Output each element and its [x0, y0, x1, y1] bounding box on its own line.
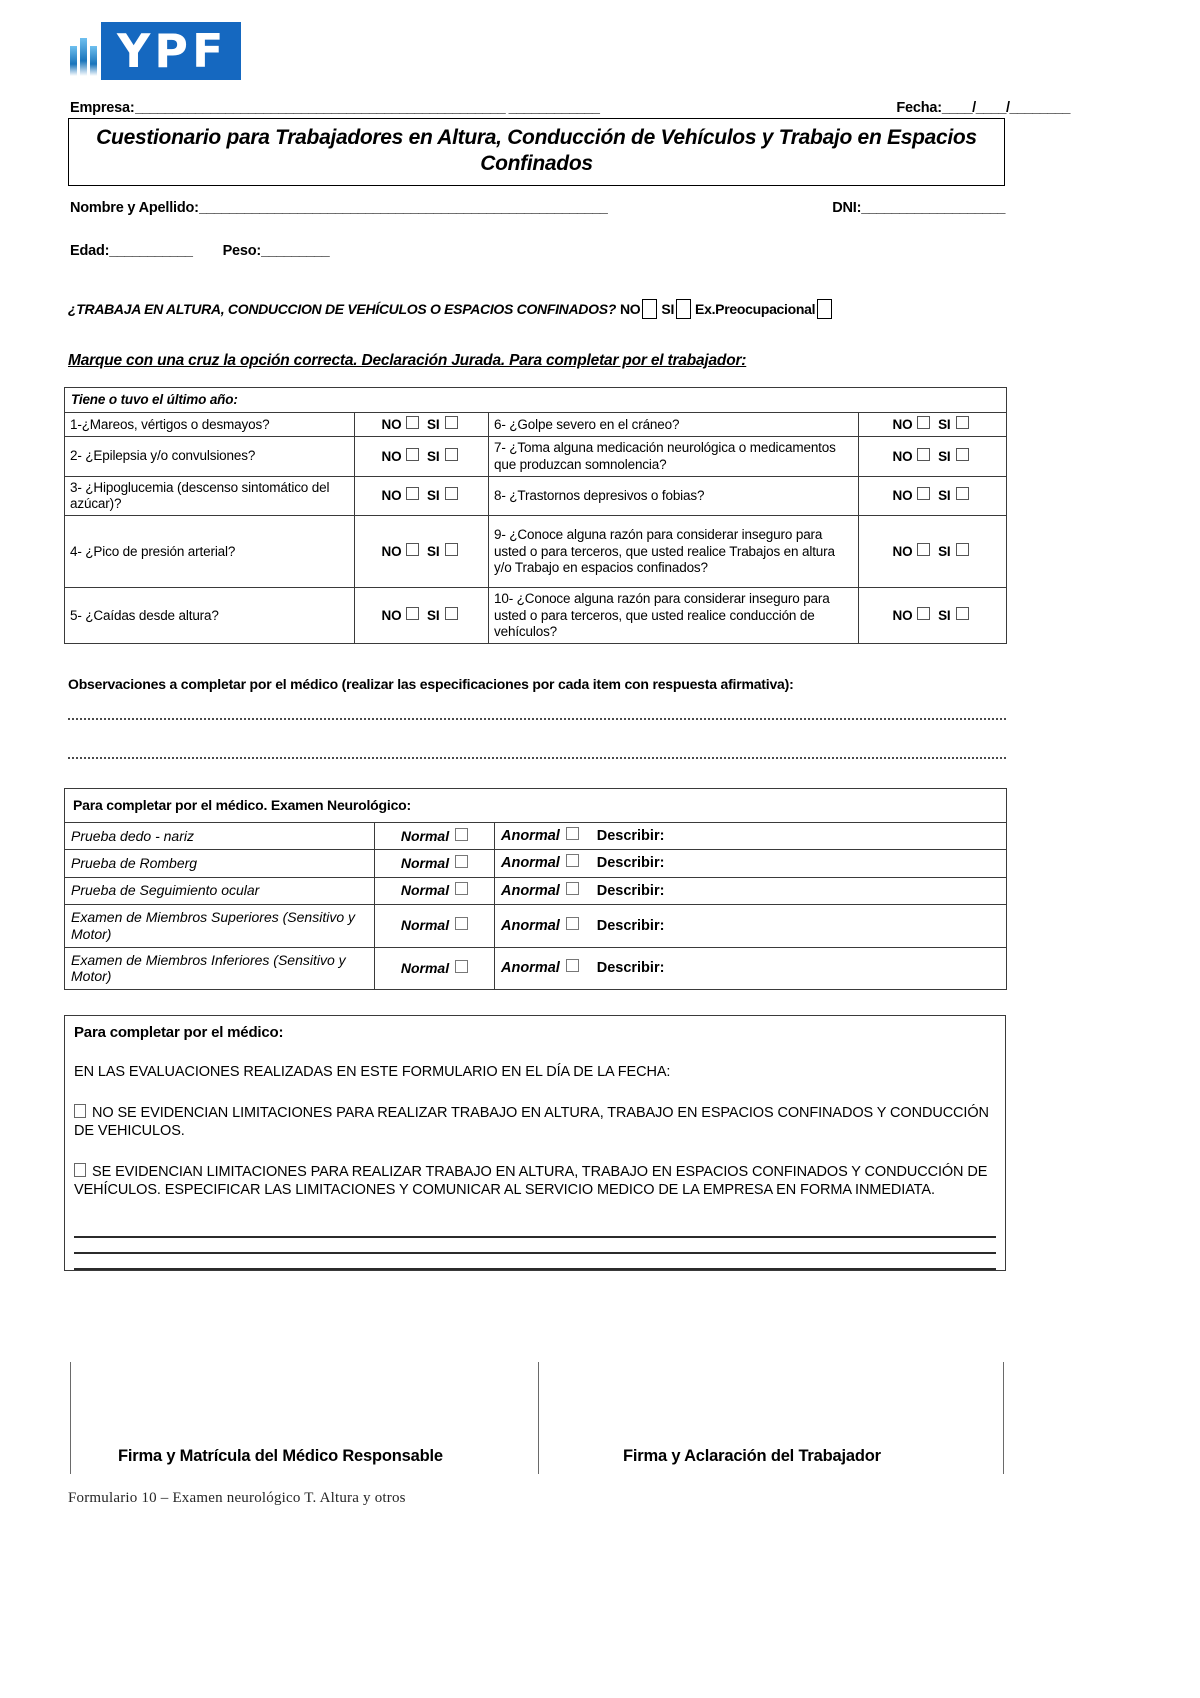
instruction-text: Marque con una cruz la opción correcta. Declaración Jurada. Para completar por el trabajador: — [68, 352, 747, 369]
answer-cell-2 — [355, 437, 489, 476]
neuro-anormal-cell-5 — [495, 947, 1007, 990]
si-checkbox[interactable] — [445, 448, 458, 461]
normal-label: Normal — [400, 827, 450, 844]
no-label: NO — [381, 544, 402, 560]
answer-cell-8 — [859, 476, 1007, 515]
question-5: 5- ¿Caídas desde altura? — [65, 588, 355, 644]
neuro-test-4: Examen de Miembros Superiores (Sensitivo y Motor) — [65, 904, 375, 947]
dni-input-line[interactable]: ___________________ — [861, 200, 1005, 216]
anormal-checkbox[interactable] — [566, 917, 579, 930]
normal-checkbox[interactable] — [455, 855, 468, 868]
signature-label-medico: Firma y Matrícula del Médico Responsable — [118, 1447, 443, 1465]
no-label: NO — [381, 608, 402, 624]
neuro-test-3: Prueba de Seguimiento ocular — [65, 877, 375, 904]
signature-label-trabajador: Firma y Aclaración del Trabajador — [623, 1447, 881, 1465]
no-checkbox[interactable] — [917, 448, 930, 461]
no-checkbox[interactable] — [917, 416, 930, 429]
medico-option-1-row — [74, 1104, 996, 1141]
trabaja-si-checkbox[interactable] — [676, 299, 691, 319]
observaciones-line-1[interactable] — [68, 718, 1006, 720]
describir-label: Describir: — [596, 882, 665, 899]
logo-bars-icon — [70, 22, 97, 80]
question-1: 1-¿Mareos, vértigos o desmayos? — [65, 413, 355, 437]
trabaja-no-checkbox[interactable] — [642, 299, 657, 319]
questionnaire-table — [64, 387, 1007, 644]
edad-peso-row — [70, 243, 329, 259]
anormal-checkbox[interactable] — [566, 959, 579, 972]
no-label: NO — [892, 608, 913, 624]
si-label: SI — [938, 608, 951, 624]
neuro-normal-5 — [375, 947, 495, 990]
observaciones-line-2[interactable] — [68, 757, 1006, 759]
si-checkbox[interactable] — [956, 416, 969, 429]
no-label: NO — [892, 544, 913, 560]
neuro-normal-2 — [375, 850, 495, 877]
neuro-header-row — [65, 789, 1007, 823]
describir-label: Describir: — [596, 827, 665, 844]
si-checkbox[interactable] — [956, 448, 969, 461]
neuro-normal-4 — [375, 904, 495, 947]
si-checkbox[interactable] — [445, 543, 458, 556]
medico-write-lines — [74, 1222, 996, 1270]
nombre-row — [70, 200, 1005, 216]
medico-option-1-checkbox[interactable] — [74, 1104, 86, 1118]
si-label: SI — [427, 417, 440, 433]
question-6: 6- ¿Golpe severo en el cráneo? — [489, 413, 859, 437]
normal-checkbox[interactable] — [455, 960, 468, 973]
table-row — [65, 437, 1007, 476]
trabaja-si-label: SI — [661, 301, 675, 317]
medico-write-line-2[interactable] — [74, 1238, 996, 1254]
answer-cell-7 — [859, 437, 1007, 476]
anormal-label: Anormal — [501, 855, 560, 872]
questionnaire-header: Tiene o tuvo el último año: — [65, 388, 1007, 413]
peso-input-line[interactable]: _________ — [261, 243, 330, 259]
fecha-label: Fecha: — [896, 100, 942, 116]
normal-label: Normal — [400, 854, 450, 871]
si-label: SI — [427, 488, 440, 504]
no-label: NO — [892, 417, 913, 433]
normal-checkbox[interactable] — [455, 882, 468, 895]
medico-option-2-row — [74, 1163, 996, 1200]
questionnaire-header-row — [65, 388, 1007, 413]
table-row — [65, 413, 1007, 437]
neuro-anormal-cell-1 — [495, 822, 1007, 849]
medico-section — [64, 1015, 1006, 1271]
edad-input-line[interactable]: ___________ — [109, 243, 193, 259]
si-label: SI — [427, 544, 440, 560]
signature-divider-right — [1003, 1362, 1004, 1474]
neuro-normal-1 — [375, 822, 495, 849]
si-checkbox[interactable] — [956, 543, 969, 556]
question-3: 3- ¿Hipoglucemia (descenso sintomático del azúcar)? — [65, 476, 355, 515]
neuro-test-2: Prueba de Romberg — [65, 850, 375, 877]
table-row — [65, 850, 1007, 877]
medico-write-line-3[interactable] — [74, 1254, 996, 1270]
no-checkbox[interactable] — [406, 543, 419, 556]
si-label: SI — [938, 488, 951, 504]
nombre-label: Nombre y Apellido: — [70, 200, 199, 216]
empresa-row — [70, 100, 1070, 116]
medico-option-1-text: NO SE EVIDENCIAN LIMITACIONES PARA REALIZAR TRABAJO EN ALTURA, TRABAJO EN ESPACIOS CONFINADOS Y CONDUCCIÓN DE VEHICULOS. — [74, 1104, 989, 1140]
ypf-logo — [70, 22, 241, 80]
empresa-label: Empresa: — [70, 100, 135, 116]
no-checkbox[interactable] — [917, 487, 930, 500]
medico-option-2-text: SE EVIDENCIAN LIMITACIONES PARA REALIZAR TRABAJO EN ALTURA, TRABAJO EN ESPACIOS CONFINADOS Y CONDUCCIÓN DE VEHÍCULOS. ESPECIFICAR LAS LIMITACIONES Y COMUNICAR AL SERVICIO MEDICO DE LA EMPRESA EN FORMA INMEDIATA. — [74, 1163, 988, 1199]
no-checkbox[interactable] — [406, 416, 419, 429]
table-row — [65, 476, 1007, 515]
signature-area — [70, 1362, 1004, 1474]
si-checkbox[interactable] — [956, 607, 969, 620]
neuro-normal-3 — [375, 877, 495, 904]
si-label: SI — [938, 417, 951, 433]
neuro-test-5: Examen de Miembros Inferiores (Sensitivo y Motor) — [65, 947, 375, 990]
no-checkbox[interactable] — [917, 607, 930, 620]
medico-option-2-checkbox[interactable] — [74, 1163, 86, 1177]
no-label: NO — [892, 448, 913, 464]
question-4: 4- ¿Pico de presión arterial? — [65, 516, 355, 588]
neuro-test-1: Prueba dedo - nariz — [65, 822, 375, 849]
signature-divider-middle — [538, 1362, 539, 1474]
answer-cell-6 — [859, 413, 1007, 437]
normal-checkbox[interactable] — [455, 917, 468, 930]
answer-cell-3 — [355, 476, 489, 515]
describir-label: Describir: — [596, 917, 665, 934]
table-row — [65, 588, 1007, 644]
anormal-label: Anormal — [501, 882, 560, 899]
neuro-header: Para completar por el médico. Examen Neurológico: — [65, 789, 1007, 823]
si-label: SI — [938, 448, 951, 464]
si-checkbox[interactable] — [445, 416, 458, 429]
normal-label: Normal — [400, 959, 450, 976]
medico-title: Para completar por el médico: — [74, 1024, 284, 1041]
neuro-anormal-cell-4 — [495, 904, 1007, 947]
neuro-anormal-cell-2 — [495, 850, 1007, 877]
neuro-anormal-cell-3 — [495, 877, 1007, 904]
no-checkbox[interactable] — [406, 487, 419, 500]
footer-text: Formulario 10 – Examen neurológico T. Altura y otros — [68, 1490, 406, 1506]
table-row — [65, 822, 1007, 849]
dni-label: DNI: — [832, 200, 862, 216]
describir-label: Describir: — [596, 960, 665, 977]
table-row — [65, 877, 1007, 904]
answer-cell-10 — [859, 588, 1007, 644]
empresa-input-line[interactable]: _________________________________________________ ____________ — [134, 100, 600, 116]
normal-checkbox[interactable] — [455, 828, 468, 841]
normal-label: Normal — [400, 917, 450, 934]
question-7: 7- ¿Toma alguna medicación neurológica o medicamentos que produzcan somnolencia? — [489, 437, 859, 476]
anormal-label: Anormal — [501, 917, 560, 934]
no-checkbox[interactable] — [406, 448, 419, 461]
signature-divider-left — [70, 1362, 71, 1474]
no-checkbox[interactable] — [917, 543, 930, 556]
si-label: SI — [427, 448, 440, 464]
question-10: 10- ¿Conoce alguna razón para considerar inseguro para usted o para terceros, que usted realice conducción de vehículos? — [489, 588, 859, 644]
table-row — [65, 516, 1007, 588]
neuro-exam-table — [64, 788, 1007, 990]
trabaja-ex-checkbox[interactable] — [817, 299, 832, 319]
answer-cell-5 — [355, 588, 489, 644]
si-checkbox[interactable] — [445, 607, 458, 620]
answer-cell-4 — [355, 516, 489, 588]
question-2: 2- ¿Epilepsia y/o convulsiones? — [65, 437, 355, 476]
si-checkbox[interactable] — [445, 487, 458, 500]
answer-cell-1 — [355, 413, 489, 437]
trabaja-question-text: ¿TRABAJA EN ALTURA, CONDUCCION DE VEHÍCULOS O ESPACIOS CONFINADOS? — [68, 301, 616, 317]
no-label: NO — [892, 488, 913, 504]
anormal-label: Anormal — [501, 827, 560, 844]
observaciones-title: Observaciones a completar por el médico (realizar las especificaciones por cada item con respuesta afirmativa): — [68, 676, 794, 692]
answer-cell-9 — [859, 516, 1007, 588]
medico-write-line-1[interactable] — [74, 1222, 996, 1238]
medico-intro: EN LAS EVALUACIONES REALIZADAS EN ESTE FORMULARIO EN EL DÍA DE LA FECHA: — [74, 1064, 671, 1080]
normal-label: Normal — [400, 882, 450, 899]
edad-label: Edad: — [70, 243, 110, 259]
anormal-checkbox[interactable] — [566, 854, 579, 867]
logo-text: YPF — [101, 22, 241, 80]
table-row — [65, 904, 1007, 947]
no-label: NO — [381, 448, 402, 464]
si-checkbox[interactable] — [956, 487, 969, 500]
table-row — [65, 947, 1007, 990]
describir-label: Describir: — [596, 855, 665, 872]
trabaja-ex-label: Ex.Preocupacional — [695, 301, 816, 317]
no-checkbox[interactable] — [406, 607, 419, 620]
trabaja-question-row — [68, 299, 1008, 319]
trabaja-no-label: NO — [620, 301, 641, 317]
nombre-input-line[interactable]: ______________________________________________________ — [198, 200, 608, 216]
fecha-input-line[interactable]: ____/____/________ — [941, 100, 1070, 116]
anormal-checkbox[interactable] — [566, 827, 579, 840]
form-title: Cuestionario para Trabajadores en Altura, Conducción de Vehículos y Trabajo en Espacios Confinados — [68, 118, 1005, 186]
anormal-checkbox[interactable] — [566, 882, 579, 895]
question-8: 8- ¿Trastornos depresivos o fobias? — [489, 476, 859, 515]
anormal-label: Anormal — [501, 960, 560, 977]
no-label: NO — [381, 417, 402, 433]
no-label: NO — [381, 488, 402, 504]
peso-label: Peso: — [222, 243, 262, 259]
si-label: SI — [938, 544, 951, 560]
question-9: 9- ¿Conoce alguna razón para considerar inseguro para usted o para terceros, que usted realice Trabajos en altura y/o Trabajo en espacios confinados? — [489, 516, 859, 588]
si-label: SI — [427, 608, 440, 624]
